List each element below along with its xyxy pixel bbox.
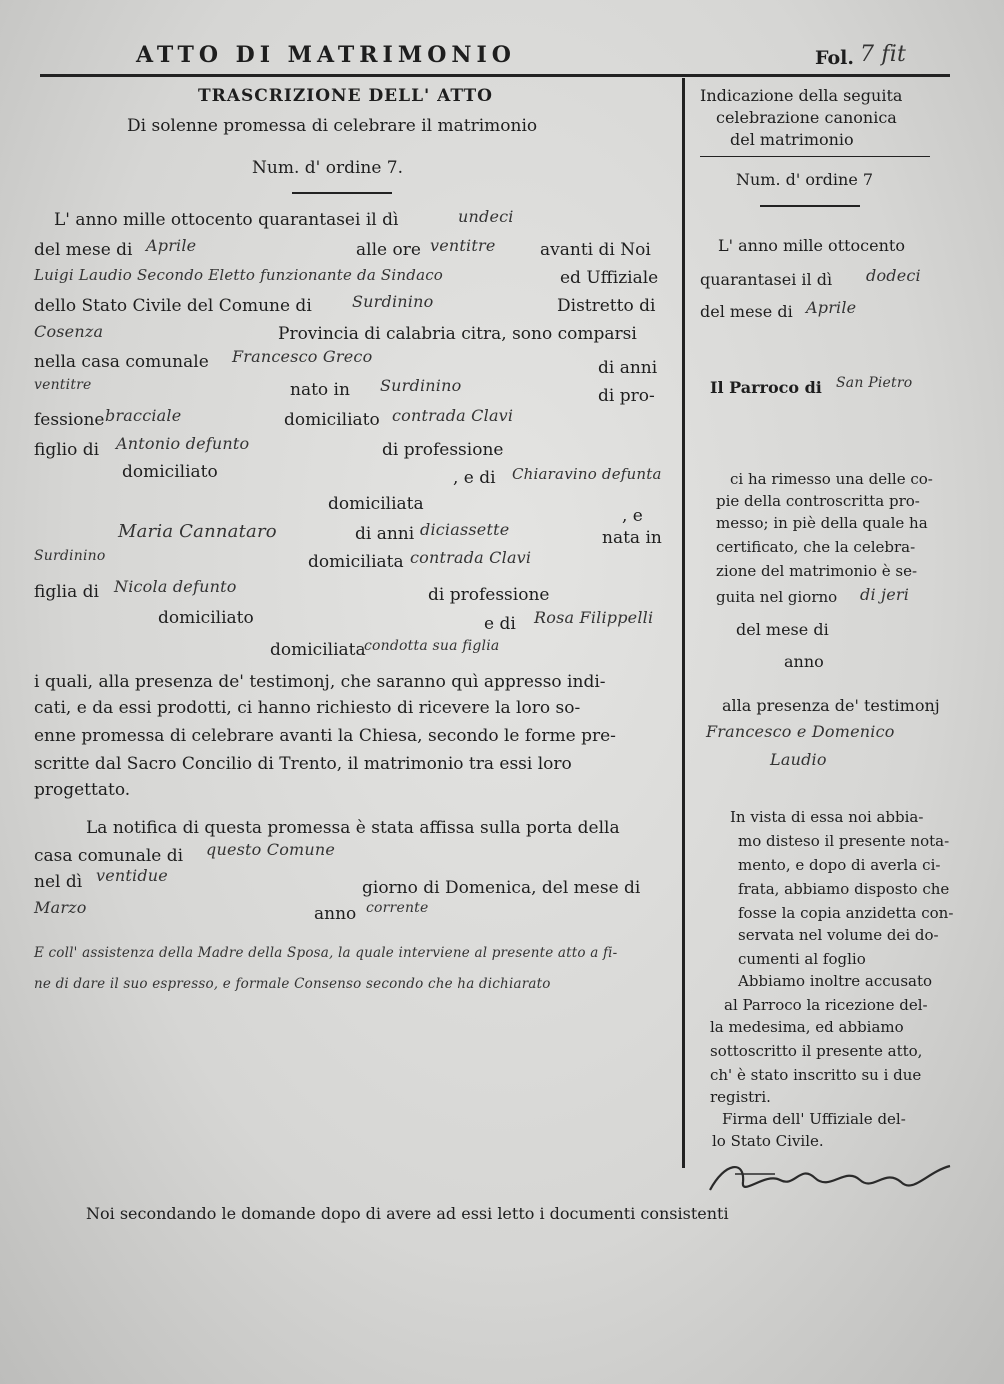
text-line: fessione (34, 410, 105, 430)
handwritten-bride-mother: Rosa Filippelli (534, 608, 654, 627)
footer-line: Noi secondando le domande dopo di avere ad essi letto i documenti consistenti (86, 1204, 729, 1223)
handwritten-bride-birthplace: Surdinino (34, 548, 106, 564)
text-line: del mese di (34, 240, 133, 260)
text-line: , e (622, 506, 643, 526)
text-line: pie della controscritta pro- (716, 492, 920, 510)
right-heading-line: Indicazione della seguita (700, 86, 903, 105)
left-order-number: Num. d' ordine 7. (252, 158, 404, 178)
text-line: domiciliata (270, 640, 366, 660)
text-line: quarantasei il dì (700, 270, 833, 289)
text-line: dello Stato Civile del Comune di (34, 296, 312, 316)
text-line: alle ore (356, 240, 421, 260)
right-heading-line: celebrazione canonica (716, 108, 897, 127)
text-line: registri. (710, 1088, 771, 1106)
text-line: figlio di (34, 440, 100, 460)
text-line: La notifica di questa promessa è stata affissa sulla porta della (86, 818, 620, 838)
text-line: domiciliata (328, 494, 424, 514)
handwritten-notice-place: questo Comune (206, 840, 336, 859)
text-line: scritte dal Sacro Concilio di Trento, il matrimonio tra essi loro (34, 754, 572, 774)
text-line: cumenti al foglio (738, 950, 866, 968)
text-line: ch' è stato inscritto su i due (710, 1066, 922, 1084)
text-line: In vista di essa noi abbia- (730, 808, 924, 826)
text-line: progettato. (34, 780, 131, 800)
text-line: figlia di (34, 582, 99, 602)
handwritten-hour: ventitre (430, 236, 496, 255)
text-line: Il Parroco di (710, 378, 822, 397)
text-line: domiciliata (308, 552, 404, 572)
handwritten-consent-note: E coll' assistenza della Madre della Sposa, la quale interviene al presente atto a fi- (34, 945, 618, 961)
handwritten-groom-birthplace: Surdinino (380, 376, 462, 395)
handwritten-bride-name: Maria Cannataro (118, 521, 277, 542)
text-line: servata nel volume dei do- (738, 926, 939, 944)
left-heading-subtitle: Di solenne promessa di celebrare il matrimonio (127, 116, 538, 136)
right-heading-line: del matrimonio (730, 130, 854, 149)
text-line: del mese di (736, 620, 829, 639)
handwritten-bride-mother-note: condotta sua figlia (364, 638, 500, 654)
text-line: , e di (453, 468, 496, 488)
handwritten-groom-age: ventitre (34, 377, 92, 393)
text-line: Abbiamo inoltre accusato (738, 972, 933, 990)
right-order-number: Num. d' ordine 7 (736, 170, 874, 189)
text-line: cati, e da essi prodotti, ci hanno richiesto di ricevere la loro so- (34, 698, 581, 718)
handwritten-district: Cosenza (34, 322, 104, 341)
text-line: di professione (382, 440, 504, 460)
handwritten-groom-domicile: contrada Clavi (392, 406, 514, 425)
text-line: nata in (602, 528, 662, 548)
text-line: frata, abbiamo disposto che (738, 880, 950, 898)
text-line: anno (784, 652, 824, 671)
text-line: L' anno mille ottocento quarantasei il dì (54, 210, 399, 230)
text-line: certificato, che la celebra- (716, 538, 916, 556)
text-line: la medesima, ed abbiamo (710, 1018, 904, 1036)
text-line: messo; in piè della quale ha (716, 514, 928, 532)
handwritten-day: undeci (458, 207, 514, 226)
column-divider (682, 78, 685, 1168)
handwritten-celebration-month: Aprile (806, 298, 857, 317)
text-line: casa comunale di (34, 846, 184, 866)
folio-number: 7 fit (860, 42, 907, 67)
handwritten-official: Luigi Laudio Secondo Eletto funzionante da Sindaco (34, 266, 444, 284)
text-line: nel dì (34, 872, 83, 892)
text-line: alla presenza de' testimonj (722, 696, 940, 715)
handwritten-bride-father: Nicola defunto (114, 577, 237, 596)
left-order-rule (292, 192, 392, 194)
text-line: L' anno mille ottocento (718, 236, 905, 255)
text-line: enne promessa di celebrare avanti la Chiesa, secondo le forme pre- (34, 726, 616, 746)
page-title: ATTO DI MATRIMONIO (136, 42, 516, 68)
text-line: anno (314, 904, 357, 924)
text-line: lo Stato Civile. (712, 1132, 824, 1150)
handwritten-celebration-date: di jeri (860, 585, 910, 604)
text-line: mento, e dopo di averla ci- (738, 856, 941, 874)
handwritten-groom-father: Antonio defunto (116, 434, 250, 453)
text-line: e di (484, 614, 516, 634)
handwritten-witnesses: Laudio (770, 750, 827, 769)
handwritten-groom-name: Francesco Greco (232, 347, 373, 366)
text-line: domiciliato (122, 462, 218, 482)
handwritten-notice-day: ventidue (96, 866, 168, 885)
text-line: sottoscritto il presente atto, (710, 1042, 923, 1060)
text-line: mo disteso il presente nota- (738, 832, 950, 850)
text-line: i quali, alla presenza de' testimonj, che saranno quì appresso indi- (34, 672, 606, 692)
handwritten-comune: Surdinino (352, 292, 434, 311)
official-signature (705, 1152, 955, 1202)
handwritten-bride-age: diciassette (420, 520, 510, 539)
handwritten-celebration-day: dodeci (866, 266, 921, 285)
handwritten-bride-domicile: contrada Clavi (410, 548, 532, 567)
text-line: ci ha rimesso una delle co- (730, 470, 933, 488)
handwritten-month: Aprile (146, 236, 197, 255)
text-line: di anni (598, 358, 658, 378)
text-line: guita nel giorno (716, 588, 838, 606)
text-line: Provincia di calabria citra, sono comparsi (278, 324, 637, 344)
handwritten-notice-year: corrente (366, 900, 429, 916)
text-line: di pro- (598, 386, 655, 406)
text-line: fosse la copia anzidetta con- (738, 904, 954, 922)
text-line: giorno di Domenica, del mese di (362, 878, 641, 898)
text-line: nato in (290, 380, 350, 400)
text-line: ed Uffiziale (560, 268, 659, 288)
text-line: domiciliato (158, 608, 254, 628)
handwritten-witnesses: Francesco e Domenico (706, 722, 895, 741)
text-line: di anni (355, 524, 415, 544)
text-line: di professione (428, 585, 550, 605)
text-line: domiciliato (284, 410, 380, 430)
handwritten-groom-mother: Chiaravino defunta (512, 465, 662, 483)
handwritten-consent-note: ne di dare il suo espresso, e formale Consenso secondo che ha dichiarato (34, 976, 551, 992)
left-heading-title: TRASCRIZIONE DELL' ATTO (198, 86, 493, 106)
handwritten-groom-profession: bracciale (105, 406, 182, 425)
text-line: del mese di (700, 302, 793, 321)
text-line: al Parroco la ricezione del- (724, 996, 928, 1014)
handwritten-notice-month: Marzo (34, 898, 87, 917)
folio-label: Fol. (815, 47, 854, 69)
text-line: zione del matrimonio è se- (716, 562, 918, 580)
right-heading-rule (700, 156, 930, 157)
text-line: Distretto di (557, 296, 656, 316)
right-order-rule (760, 205, 860, 207)
text-line: Firma dell' Uffiziale del- (722, 1110, 906, 1128)
header-rule (40, 74, 950, 77)
handwritten-parish: San Pietro (836, 375, 913, 391)
text-line: nella casa comunale (34, 352, 209, 372)
text-line: avanti di Noi (540, 240, 651, 260)
